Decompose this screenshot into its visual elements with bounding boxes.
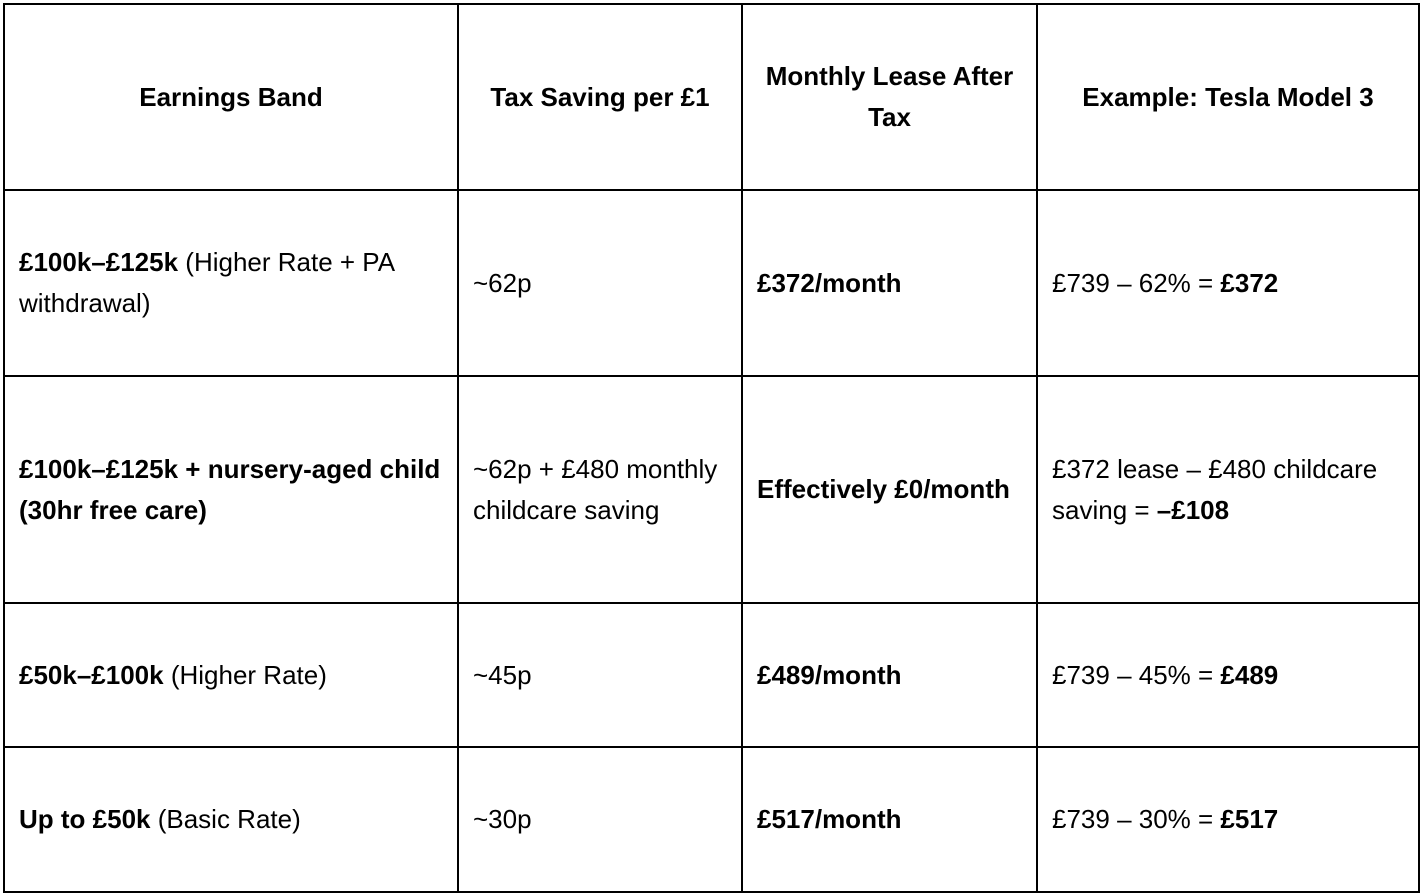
earnings-band-cell	[4, 747, 458, 892]
header-earnings-band: Earnings Band	[4, 4, 458, 190]
example-cell	[1037, 603, 1419, 747]
table-row	[4, 190, 1419, 376]
earnings-band-cell	[4, 603, 458, 747]
tax-saving-table	[3, 3, 1420, 893]
example-cell	[1037, 190, 1419, 376]
tax-saving-cell: ~62p + £480 monthly childcare saving	[458, 376, 742, 603]
example-calculation: £739 – 30% =	[1052, 804, 1221, 834]
earnings-band-note: (Higher Rate + PA withdrawal)	[19, 247, 394, 318]
earnings-band-bold: £100k–£125k + nursery-aged child (30hr free care)	[19, 453, 441, 525]
example-cell	[1037, 376, 1419, 603]
example-result: £372	[1220, 267, 1279, 298]
monthly-lease-cell	[742, 747, 1037, 892]
example-calculation: £372 lease – £480 childcare saving =	[1052, 453, 1378, 525]
example-calculation: £739 – 45% =	[1052, 659, 1221, 690]
earnings-band-note: (Higher Rate)	[163, 659, 327, 690]
table-row	[4, 603, 1419, 747]
tax-saving-cell: ~62p	[458, 190, 742, 376]
example-result: £517	[1220, 804, 1279, 834]
earnings-band-bold: £100k–£125k	[19, 247, 179, 277]
monthly-lease-value: Effectively £0/month	[757, 474, 1010, 504]
monthly-lease-cell	[742, 190, 1037, 376]
monthly-lease-cell	[742, 603, 1037, 747]
earnings-band-bold: £50k–£100k	[19, 659, 164, 690]
example-result: –£108	[1156, 494, 1230, 525]
table-row	[4, 747, 1419, 892]
earnings-band-note: (Basic Rate)	[150, 804, 301, 834]
header-example: Example: Tesla Model 3	[1037, 4, 1419, 190]
monthly-lease-value: £489/month	[757, 659, 902, 690]
tax-saving-cell: ~30p	[458, 747, 742, 892]
header-tax-saving: Tax Saving per £1	[458, 4, 742, 190]
earnings-band-cell	[4, 376, 458, 603]
monthly-lease-value: £517/month	[757, 804, 902, 834]
earnings-band-bold: Up to £50k	[19, 804, 151, 834]
earnings-band-cell	[4, 190, 458, 376]
header-monthly-lease: Monthly Lease After Tax	[742, 4, 1037, 190]
monthly-lease-cell	[742, 376, 1037, 603]
table-header-row	[4, 4, 1419, 190]
example-cell	[1037, 747, 1419, 892]
example-calculation: £739 – 62% =	[1052, 267, 1221, 298]
monthly-lease-value: £372/month	[757, 267, 902, 298]
example-result: £489	[1220, 659, 1279, 690]
table-row	[4, 376, 1419, 603]
tax-saving-cell: ~45p	[458, 603, 742, 747]
